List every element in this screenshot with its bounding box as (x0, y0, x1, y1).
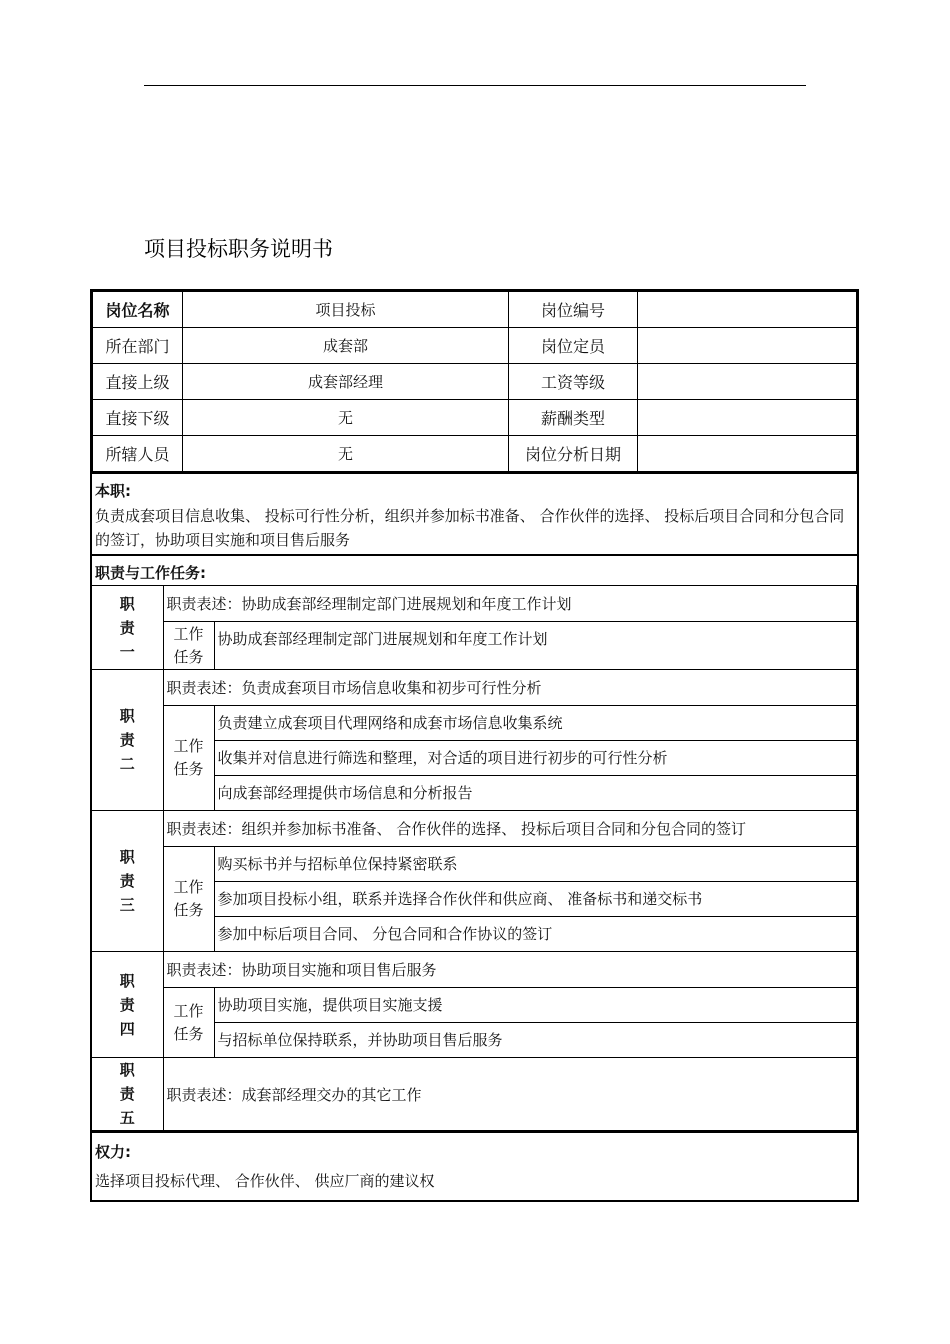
task-label: 工作 任务 (163, 622, 214, 670)
task-item: 负责建立成套项目代理网络和成套市场信息收集系统 (214, 706, 857, 741)
task-row (92, 706, 857, 741)
task-label: 工作 任务 (163, 847, 214, 952)
basic-info-table (92, 291, 857, 472)
duty-number-label: 职 责 二 (92, 670, 163, 811)
task-item: 收集并对信息进行筛选和整理，对合适的项目进行初步的可行性分析 (214, 741, 857, 776)
info-value-cell (638, 436, 857, 472)
duty-description: 职责表述：组织并参加标书准备、 合作伙伴的选择、 投标后项目合同和分包合同的签订 (163, 811, 857, 847)
info-value-cell (638, 328, 857, 364)
duty-number-label: 职 责 三 (92, 811, 163, 952)
info-value-cell: 无 (183, 400, 509, 436)
duty-row (92, 811, 857, 847)
info-row (93, 364, 857, 400)
task-item: 向成套部经理提供市场信息和分析报告 (214, 776, 857, 811)
duty-row (92, 1058, 857, 1131)
info-value-cell: 成套部 (183, 328, 509, 364)
info-row (93, 328, 857, 364)
power-text: 选择项目投标代理、 合作伙伴、 供应厂商的建议权 (92, 1164, 857, 1202)
summary-text: 负责成套项目信息收集、 投标可行性分析，组织并参加标书准备、 合作伙伴的选择、 投标后项目合同和分包合同的签订，协助项目实施和项目售后服务 (95, 507, 845, 549)
task-row (92, 622, 857, 670)
task-label: 工作 任务 (163, 706, 214, 811)
task-item: 与招标单位保持联系，并协助项目售后服务 (214, 1023, 857, 1058)
duties-table (92, 585, 857, 1131)
info-label-cell: 岗位分析日期 (509, 436, 638, 472)
duty-row (92, 952, 857, 988)
duty-number-label: 职 责 四 (92, 952, 163, 1058)
info-label-cell: 所辖人员 (93, 436, 183, 472)
task-item: 参加中标后项目合同、 分包合同和合作协议的签订 (214, 917, 857, 952)
info-value-cell: 项目投标 (183, 292, 509, 328)
duties-heading: 职责与工作任务: (92, 554, 857, 585)
info-value-cell: 无 (183, 436, 509, 472)
info-label-cell: 薪酬类型 (509, 400, 638, 436)
task-item: 协助项目实施，提供项目实施支援 (214, 988, 857, 1023)
task-label: 工作 任务 (163, 988, 214, 1058)
duty-description: 职责表述：负责成套项目市场信息收集和初步可行性分析 (163, 670, 857, 706)
duty-number-label: 职 责 五 (92, 1058, 163, 1131)
duty-row (92, 670, 857, 706)
power-heading: 权力: (92, 1131, 857, 1164)
duty-description: 职责表述：协助项目实施和项目售后服务 (163, 952, 857, 988)
info-value-cell: 成套部经理 (183, 364, 509, 400)
duty-description: 职责表述：协助成套部经理制定部门进展规划和年度工作计划 (163, 586, 857, 622)
info-value-cell (638, 292, 857, 328)
info-label-cell: 直接下级 (93, 400, 183, 436)
info-label-cell: 直接上级 (93, 364, 183, 400)
task-item: 协助成套部经理制定部门进展规划和年度工作计划 (214, 622, 857, 670)
info-value-cell (638, 364, 857, 400)
info-label-cell: 工资等级 (509, 364, 638, 400)
info-label-cell: 所在部门 (93, 328, 183, 364)
task-row (92, 847, 857, 882)
info-label-cell: 岗位编号 (509, 292, 638, 328)
job-description-sheet (90, 289, 859, 1202)
duty-row (92, 586, 857, 622)
info-row (93, 292, 857, 328)
duty-description: 职责表述：成套部经理交办的其它工作 (163, 1058, 857, 1131)
header-rule (144, 85, 806, 86)
info-row (93, 436, 857, 472)
task-row (92, 988, 857, 1023)
summary-heading: 本职: (92, 472, 857, 503)
info-row (93, 400, 857, 436)
task-item: 参加项目投标小组，联系并选择合作伙伴和供应商、 准备标书和递交标书 (214, 882, 857, 917)
info-label-cell: 岗位定员 (509, 328, 638, 364)
duty-number-label: 职 责 一 (92, 586, 163, 670)
document-title: 项目投标职务说明书 (144, 237, 333, 261)
info-value-cell (638, 400, 857, 436)
task-item: 购买标书并与招标单位保持紧密联系 (214, 847, 857, 882)
info-label-cell: 岗位名称 (93, 292, 183, 328)
